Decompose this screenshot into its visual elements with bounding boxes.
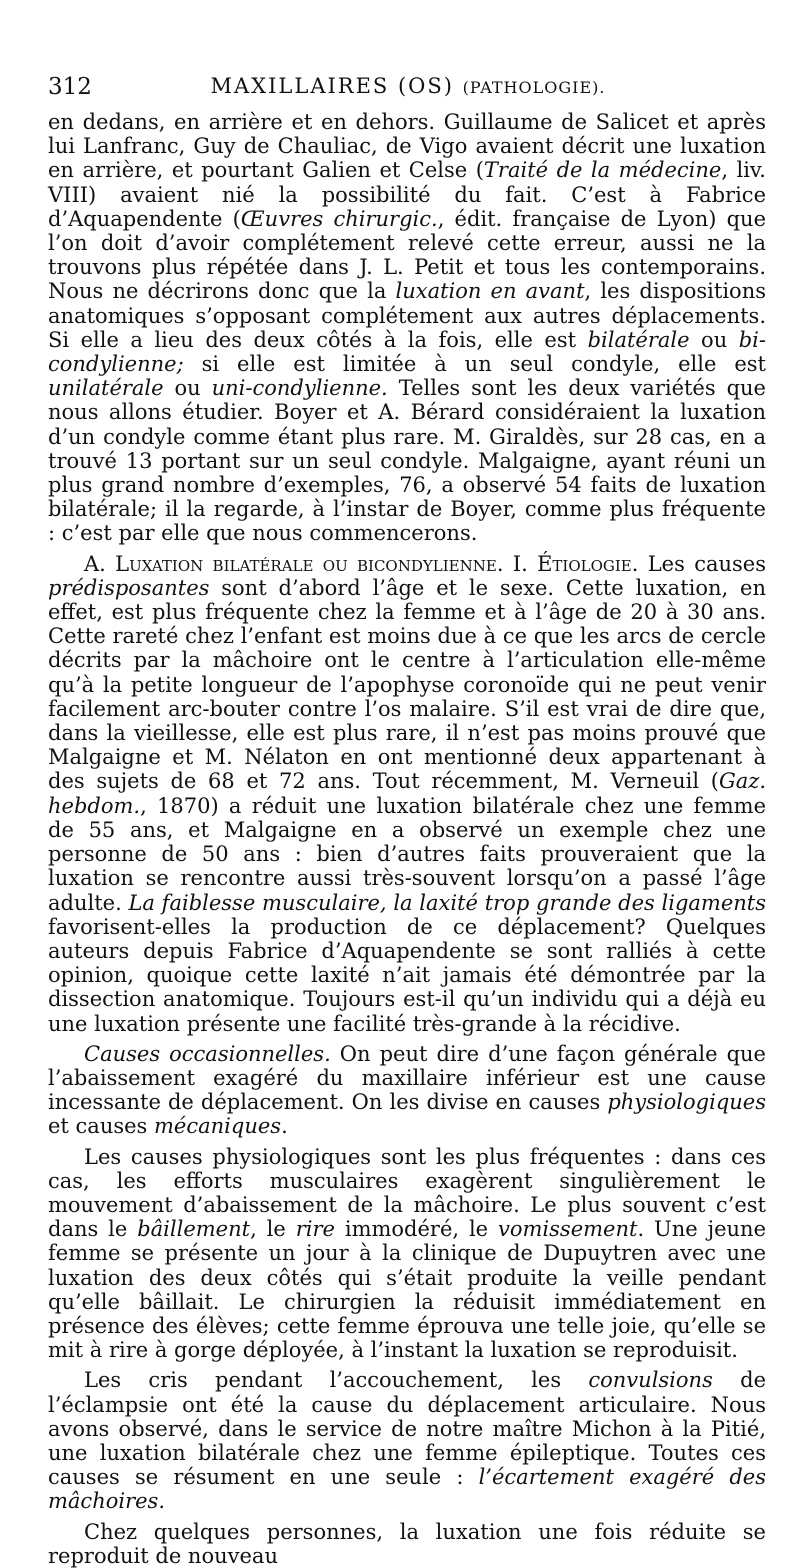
paragraph — [48, 1520, 766, 1568]
text-run: et causes — [48, 1114, 155, 1139]
text-run: Chez quelques personnes, la luxation une fois réduite se reproduit de nouveau — [48, 1519, 766, 1568]
text-run: , édit. française de Lyon) que l’on doit d’avoir complétement relevé cette erreur, aussi ne la trouvons plus répétée dans J. L. Petit et tous les contemporains. Nous ne décrirons donc que la — [48, 206, 766, 304]
paragraph — [48, 1042, 766, 1139]
text-run: . — [281, 1114, 288, 1139]
text-run: , liv. VIII) avaient nié la possibilité du fait. C’est à Fabrice d’Aquapendente ( — [48, 158, 766, 231]
paragraph — [48, 1368, 766, 1513]
text-run: , le — [250, 1217, 296, 1242]
text-run: Gaz. hebdom. — [48, 769, 766, 818]
text-run: ou — [689, 327, 739, 352]
paragraph — [48, 552, 766, 1036]
text-run: si elle est limitée à un seul condyle, elle est — [183, 352, 766, 377]
text-run: . Une jeune femme se présente un jour à la clinique de Dupuytren avec une luxation des deux côtés qui s’était produite la veille pendant qu’elle bâillait. Le chirurgien la réduisit immédiatement en présence des élèves; cette femme éprouva une telle joie, qu’elle se mit à rire à gorge déployée, à l’instant la luxation se reproduisit. — [48, 1217, 767, 1363]
text-run: Telles sont les deux variétés que nous allons étudier. Boyer et A. Bérard considéraient la luxation d’un condyle comme étant plus rare. M. Giraldès, sur 28 cas, en a trouvé 13 portant sur un seul condyle. Malgaigne, ayant réuni un plus grand nombre d’exemples, 76, a observé 54 faits de luxation bilatérale; il la regarde, à l’instar de Boyer, comme plus fréquente : c’est par elle que nous commencerons. — [48, 376, 766, 546]
body-text — [48, 110, 766, 1568]
paragraph — [48, 110, 766, 546]
text-run: , les dispositions anatomiques s’opposant complétement aux autres déplacements. Si elle a lieu des deux côtés à la fois, elle est — [48, 279, 767, 352]
text-run: unilatérale — [48, 376, 164, 401]
text-run: immodéré, le — [334, 1217, 499, 1242]
running-title-main: MAXILLAIRES (OS) — [210, 74, 463, 98]
text-run: physiologiques — [607, 1090, 766, 1115]
text-run: sont d’abord l’âge et le sexe. Cette luxation, en effet, est plus fréquente chez la femme et à l’âge de 20 à 30 ans. Cette rareté chez l’enfant est moins due à ce que les arcs de cercle décrits par la mâchoire ont le centre à l’articulation elle-même qu’à la petite longueur de l’apophyse coronoïde qui ne peut venir facilement arc-bouter contre l’os malaire. S’il est vrai de dire que, dans la vieillesse, elle est plus rare, il n’est pas moins prouvé que Malgaigne et M. Nélaton en ont mentionné deux appartenant à des sujets de 68 et 72 ans. Tout récemment, M. Verneuil ( — [48, 575, 766, 794]
text-run: de l’éclampsie ont été la cause du déplacement articulaire. Nous avons observé, dans le service de notre maître Michon à la Pitié, une luxation bilatérale chez une femme épileptique. Toutes ces causes se résument en une seule : — [48, 1368, 767, 1490]
running-title — [48, 74, 768, 98]
running-title-sub: (PATHOLOGIE). — [462, 78, 606, 97]
text-run: luxation en avant — [395, 279, 585, 304]
page-number: 312 — [48, 74, 92, 100]
text-run: ou — [163, 376, 212, 401]
text-run: Luxation bilatérale ou bicondylienne. — [115, 551, 504, 576]
text-run: Étiologie. — [537, 551, 639, 576]
text-run: vomissement — [498, 1217, 638, 1242]
text-run: favorisent-elles la production de ce déplacement? Quelques auteurs depuis Fabrice d’Aquapendente se sont ralliés à cette opinion, quoique cette laxité n’ait jamais été démontrée par la dissection anatomique. Toujours est-il qu’un individu qui a déjà eu une luxation présente une facilité très-grande à la récidive. — [48, 914, 766, 1036]
text-run: On peut dire d’une façon générale que l’abaissement exagéré du maxillaire inférieur est une cause incessante de déplacement. On les divise en causes — [48, 1041, 766, 1115]
text-run: A. — [84, 551, 116, 576]
text-run: bilatérale — [587, 327, 690, 352]
text-run: Œuvres chirurgic. — [240, 206, 438, 231]
text-run: l’écartement exagéré des mâchoires. — [48, 1465, 767, 1514]
running-header — [48, 70, 768, 106]
text-run: , 1870) a réduit une luxation bilatérale chez une femme de 55 ans, et Malgaigne en a observé un exemple chez une personne de 50 ans : bien d’autres faits prouveraient que la luxation se rencontre aussi très-souvent lorsqu’on a passé l’âge adulte. — [48, 793, 766, 915]
text-run: convulsions — [588, 1368, 713, 1393]
text-run: rire — [295, 1217, 335, 1242]
text-run: bâillement — [137, 1217, 251, 1242]
text-run: Les causes — [638, 551, 766, 576]
text-run: Les cris pendant l’accouchement, les — [84, 1368, 589, 1393]
text-run: I. — [503, 551, 538, 576]
paragraph — [48, 1145, 766, 1363]
text-run: La faiblesse musculaire, la laxité trop grande des ligaments — [128, 890, 766, 915]
text-run: Causes occasionnelles. — [84, 1041, 331, 1066]
text-run: mécaniques — [154, 1114, 282, 1139]
text-run: Les causes physiologiques sont les plus fréquentes : dans ces cas, les efforts musculaires exagèrent singulièrement le mouvement d’abaissement de la mâchoire. Le plus souvent c’est dans le — [48, 1144, 766, 1242]
text-run: bi-condylienne; — [48, 327, 766, 377]
text-run: Traité de la médecine — [483, 158, 722, 183]
text-run: prédisposantes — [48, 575, 210, 600]
text-run: uni-condylienne. — [211, 376, 388, 401]
text-run: en dedans, en arrière et en dehors. Guillaume de Salicet et après lui Lanfranc, Guy de Chauliac, de Vigo avaient décrit une luxation en arrière, et pourtant Galien et Celse ( — [48, 110, 766, 183]
